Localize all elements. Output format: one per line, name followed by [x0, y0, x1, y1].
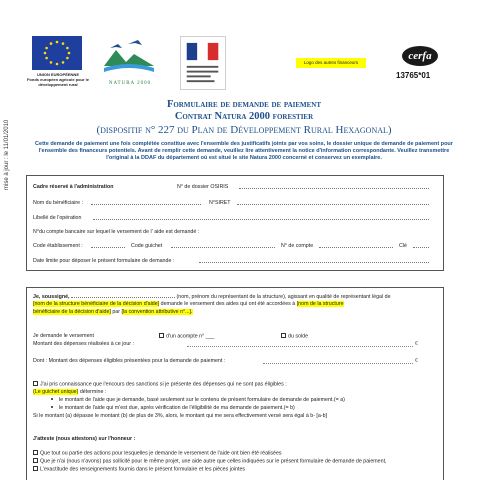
operation-label: Libellé de l'opération: [33, 215, 82, 221]
euro-symbol-1: €: [415, 341, 418, 347]
montant-realise-label: Montant des dépenses réalisées à ce jour :: [33, 341, 134, 347]
versement-label: Je demande le versement: [33, 333, 94, 339]
intro-text: Cette demande de paiement une fois complétée constitue avec l'ensemble des justificatifs joints par vos soins, le dossier unique de demande de paiement pour l'ensemble des financeurs potentiels. Avant de remplir cette demande, veuillez lire attentivement la notice d'information correspondante. Veuillez transmettre l'original à la DDAF du département où est situé le site Natura 2000 concerné et conservez un exemplaire.: [35, 141, 453, 161]
bullet-dot: [51, 398, 53, 400]
attest-3-label: L'exactitude des renseignements fournis dans le présent formulaire et les pièces jointes: [40, 466, 246, 473]
soussigne-text: (nom, prénom du représentant de la structure), agissant en qualité de représentant légal de: [176, 294, 391, 300]
beneficiary-label: Nom du bénéficiaire :: [33, 200, 84, 206]
soussigne-label: Je, soussigné,: [33, 294, 70, 300]
natura-caption: NATURA 2000: [108, 81, 152, 86]
representative-name-field[interactable]: [71, 293, 175, 298]
attest-2-checkbox[interactable]: [33, 458, 38, 463]
attest-1-checkbox[interactable]: [33, 450, 38, 455]
title-line-3: (dispositif n° 227 du Plan de Développement Rural Hexagonal): [96, 124, 392, 136]
montant-realise-field[interactable]: [187, 346, 413, 347]
atteste-heading: J'atteste (nous attestons) sur l'honneur :: [33, 436, 136, 442]
branch-code-label: Code guichet: [131, 243, 163, 249]
title-line-2: Contrat Natura 2000 forestier: [174, 111, 314, 122]
form-title: [24, 99, 464, 137]
bullet-dot: [51, 406, 53, 408]
key-field[interactable]: [413, 243, 429, 248]
deadline-field[interactable]: [199, 258, 429, 263]
solde-label: du solde: [288, 333, 309, 340]
declaration-section: [26, 287, 444, 480]
attest-1-label: Que tout ou partie des actions pour lesquelles je demande le versement de l'aide ont bien été réalisées: [40, 450, 282, 457]
convention-highlight[interactable]: [la convention attributive n°...].: [121, 309, 193, 315]
siret-label: N°SIRET: [209, 200, 231, 206]
deadline-label: Date limite pour déposer le présent formulaire de demande :: [33, 258, 175, 264]
republique-francaise-logo: [180, 36, 226, 90]
acompte-label: d'un acompte n° ___: [166, 333, 215, 340]
sanctions-checkbox[interactable]: [33, 381, 38, 386]
bank-code-label: Code établissement :: [33, 243, 83, 249]
structure-highlight-2[interactable]: [nom de la structure: [296, 301, 344, 307]
attest-2-label: Que je n'ai (nous n'avons) pas sollicité pour le même projet, une aide autre que celles indiquées sur le présent formulaire de demande de paiement,: [40, 458, 387, 465]
cerfa-number: 13765*01: [396, 71, 431, 80]
operation-field[interactable]: [93, 215, 429, 220]
funders-logo-placeholder: Logo des autres financeurs: [296, 58, 366, 68]
bank-account-intro: N°du compte bancaire sur lequel le versement de l' aide est demandé :: [33, 229, 200, 235]
determine-label: détermine :: [79, 389, 107, 395]
dont-eligibles-label: Dont : Montant des dépenses éligibles présentées pour la demande de paiement :: [33, 358, 226, 364]
admin-heading: Cadre réservé à l'administration: [33, 184, 114, 190]
solde-checkbox[interactable]: [281, 333, 286, 338]
dont-eligibles-field[interactable]: [263, 363, 413, 364]
acompte-checkbox[interactable]: [159, 333, 164, 338]
sanctions-label: J'ai pris connaissance que l'encours des sanctions si je présente des dépenses qui ne sont pas éligibles :: [40, 381, 287, 388]
bullet-a: le montant de l'aide que je demande, basé seulement sur le contenu de présent formulaire de demande de paiement.(= a): [59, 397, 345, 403]
osiris-field[interactable]: [239, 184, 429, 189]
bullet-b: le montant de l'aide qui m'est due, après vérification de l'éligibilité de ma demande de paiement.(= b): [59, 405, 295, 411]
admin-reserved-box: [26, 175, 444, 271]
account-number-label: N° de compte: [281, 243, 314, 249]
account-number-field[interactable]: [319, 243, 393, 248]
request-text: demande le versement des aides qui ont été accordées à: [160, 301, 296, 307]
attest-3-checkbox[interactable]: [33, 466, 38, 471]
guichet-unique-highlight[interactable]: (Le guichet unique): [33, 389, 79, 395]
bank-code-field[interactable]: [91, 243, 125, 248]
cerfa-logo: cerfa: [402, 46, 438, 66]
natura-2000-logo: [100, 36, 158, 78]
update-date-note: mise à jour : le 11/01/2010: [4, 119, 10, 190]
eu-flag-logo: [32, 36, 82, 70]
branch-code-field[interactable]: [171, 243, 275, 248]
osiris-label: N° de dossier OSIRIS: [177, 184, 229, 190]
euro-symbol-2: €: [415, 358, 418, 364]
title-line-1: Formulaire de demande de paiement: [166, 99, 322, 110]
key-label: Clé: [399, 243, 407, 249]
beneficiary-field[interactable]: [91, 200, 201, 205]
si-montant-text: Si le montant (a) dépasse le montant (b) de plus de 3%, alors, le montant qui me sera effectivement versé sera égal à b- [a-b]: [33, 413, 328, 419]
structure-name-highlight[interactable]: [nom de la structure bénéficiaire de la décision d'aide]: [33, 301, 160, 307]
structure-highlight-3[interactable]: bénéficiaire de la décision d'aide]: [33, 309, 111, 315]
siret-field[interactable]: [237, 200, 429, 205]
eu-caption: UNION EUROPÉENNE Fonds européen agricole pour le développement rural: [26, 72, 89, 87]
par-text: par: [112, 309, 121, 315]
